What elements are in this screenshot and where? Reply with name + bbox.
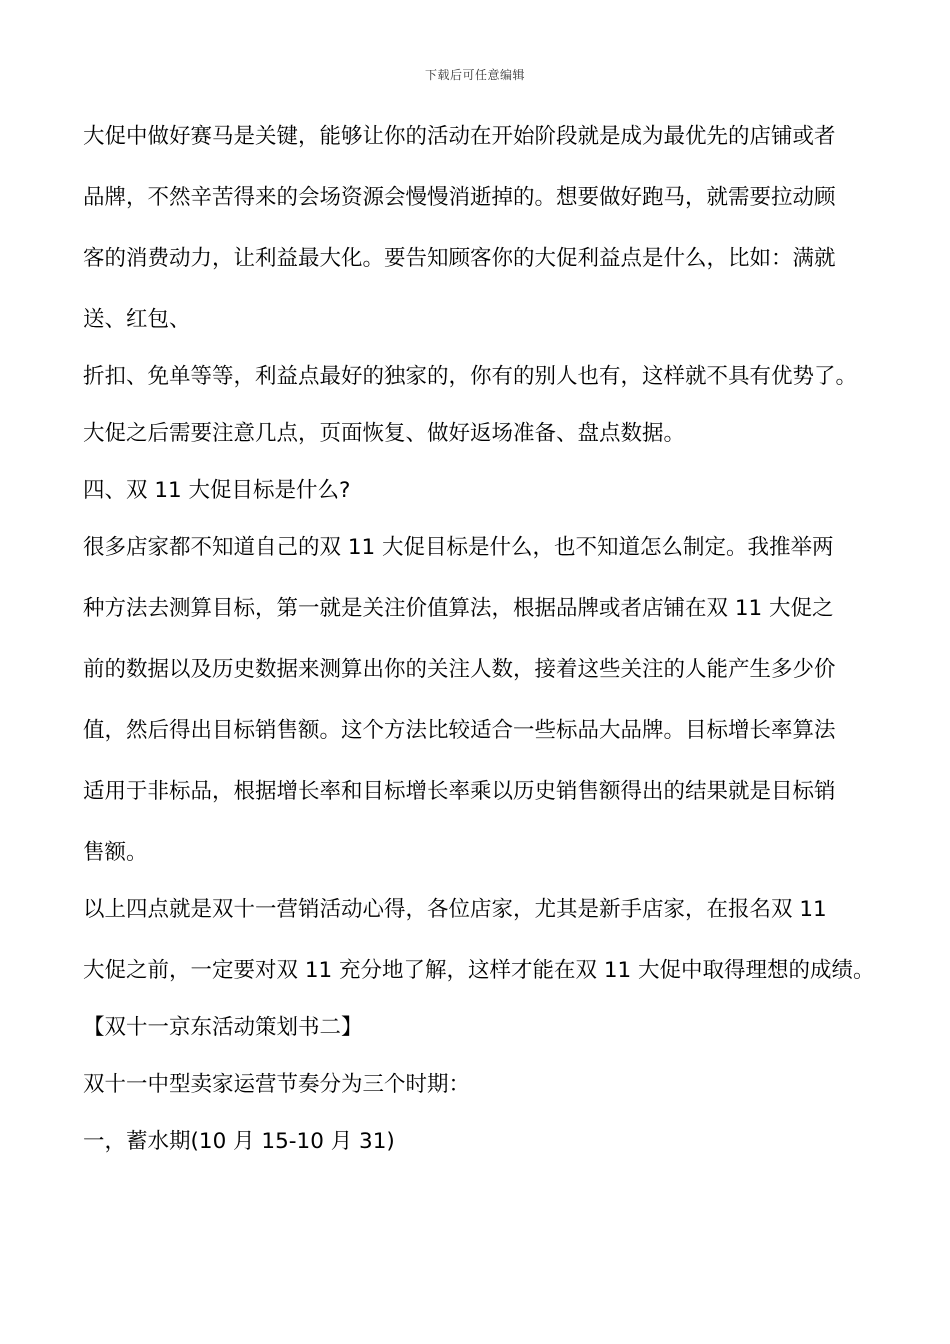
- paragraph-line: 大促之后需要注意几点，页面恢复、做好返场准备、盘点数据。: [83, 421, 686, 446]
- paragraph-line: 以上四点就是双十一营销活动心得，各位店家，尤其是新手店家，在报名双 11: [83, 897, 827, 922]
- paragraph-line: 大促之前，一定要对双 11 充分地了解，这样才能在双 11 大促中取得理想的成绩。: [83, 958, 875, 983]
- page-header-note: 下载后可任意编辑: [424, 68, 525, 82]
- section-title: 【双十一京东活动策划书二】: [83, 1015, 363, 1040]
- paragraph-line: 品牌，不然辛苦得来的会场资源会慢慢消逝掉的。想要做好跑马，就需要拉动顾: [83, 185, 836, 210]
- paragraph-line: 种方法去测算目标，第一就是关注价值算法，根据品牌或者店铺在双 11 大促之: [83, 596, 834, 621]
- paragraph-line: 很多店家都不知道自己的双 11 大促目标是什么，也不知道怎么制定。我推举两: [83, 535, 834, 560]
- paragraph-line: 售额。: [83, 840, 148, 865]
- paragraph-line: 前的数据以及历史数据来测算出你的关注人数，接着这些关注的人能产生多少价: [83, 657, 836, 682]
- document-body: [83, 116, 883, 1178]
- paragraph-line: 大促中做好赛马是关键，能够让你的活动在开始阶段就是成为最优先的店铺或者: [83, 124, 836, 149]
- paragraph-line: 双十一中型卖家运营节奏分为三个时期：: [83, 1072, 471, 1097]
- paragraph-line: 折扣、免单等等，利益点最好的独家的，你有的别人也有，这样就不具有优势了。: [83, 364, 858, 389]
- section-heading: 四、双 11 大促目标是什么?: [83, 478, 351, 503]
- paragraph-line: 客的消费动力，让利益最大化。要告知顾客你的大促利益点是什么，比如：满就: [83, 246, 836, 271]
- section-heading: 一，蓄水期(10 月 15-10 月 31): [83, 1129, 395, 1154]
- paragraph-line: 值，然后得出目标销售额。这个方法比较适合一些标品大品牌。目标增长率算法: [83, 718, 836, 743]
- paragraph-line: 送、红包、: [83, 307, 191, 332]
- paragraph-line: 适用于非标品，根据增长率和目标增长率乘以历史销售额得出的结果就是目标销: [83, 779, 836, 804]
